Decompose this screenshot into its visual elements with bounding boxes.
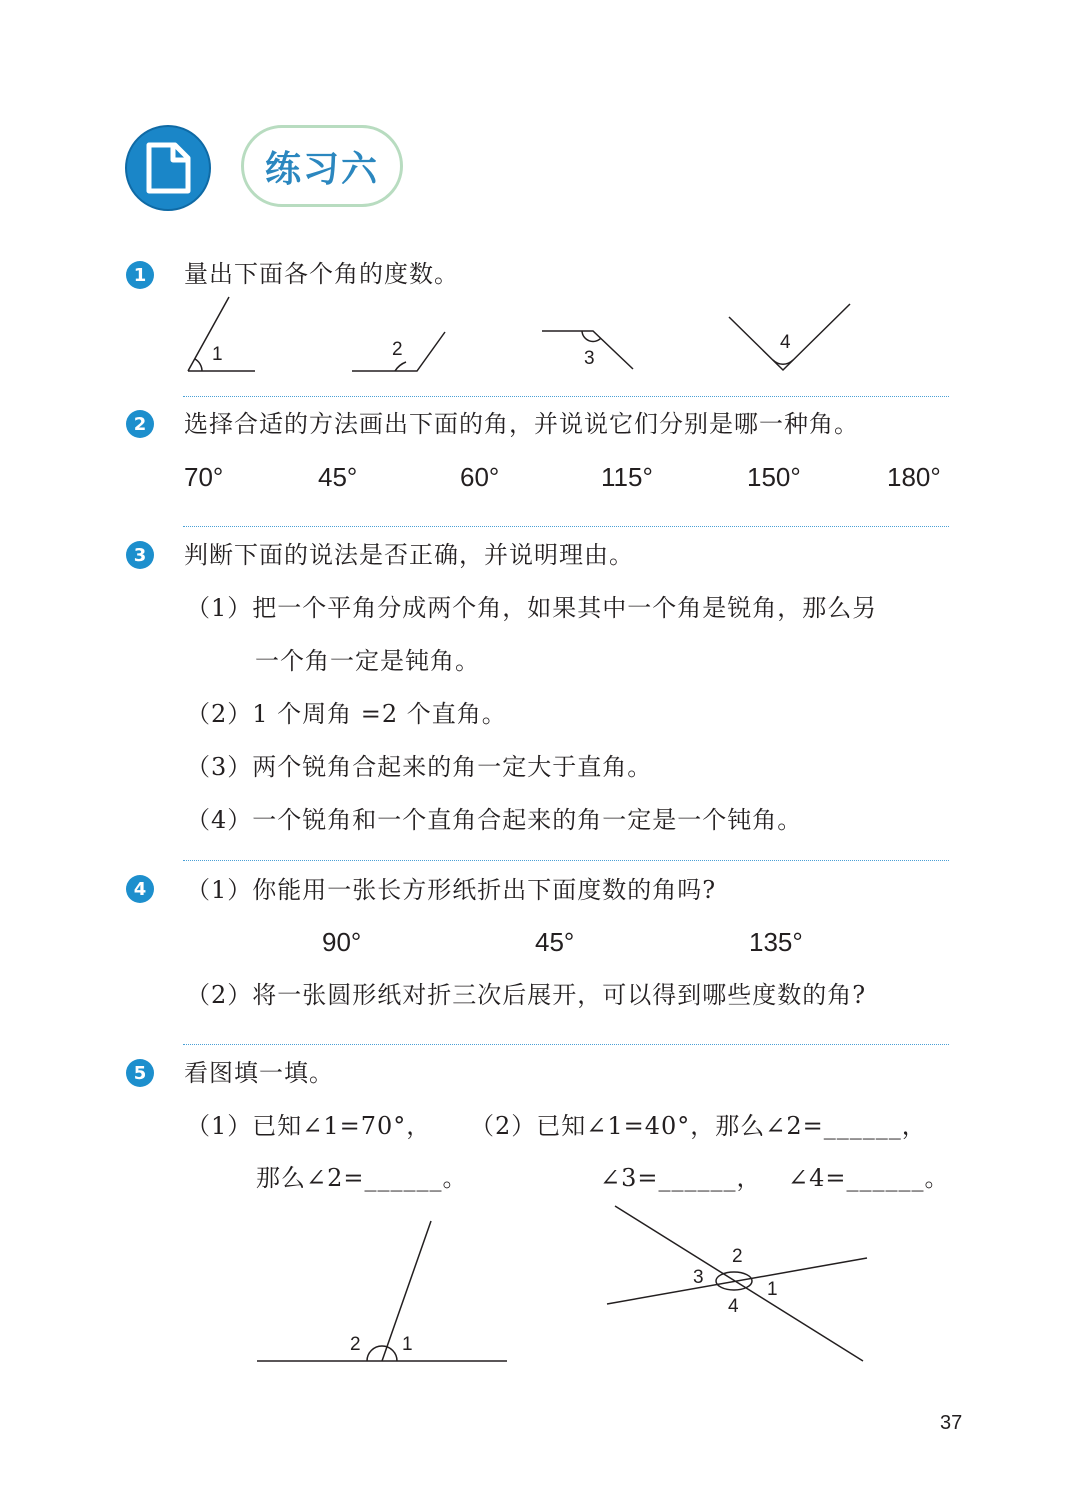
divider bbox=[183, 396, 949, 397]
statement-1-cont: 一个角一定是钝角。 bbox=[255, 647, 480, 675]
figure-2-label-1: 1 bbox=[767, 1279, 778, 1300]
question-1-text: 量出下面各个角的度数。 bbox=[184, 260, 459, 288]
statement-4: （4）一个锐角和一个直角合起来的角一定是一个钝角。 bbox=[186, 806, 803, 834]
question-1-angles bbox=[180, 290, 870, 380]
degree-135: 135° bbox=[749, 927, 803, 957]
figure-intersecting-lines bbox=[600, 1200, 875, 1370]
statement-2: （2）1 个周角 =2 个直角。 bbox=[186, 700, 507, 728]
angle-label-3: 3 bbox=[584, 348, 595, 369]
figure-2-label-4: 4 bbox=[728, 1296, 739, 1317]
figure-2-label-2: 2 bbox=[732, 1246, 743, 1267]
part-2-blank-4: ∠4=______。 bbox=[788, 1164, 950, 1192]
figure-2-label-3: 3 bbox=[693, 1267, 704, 1288]
document-icon bbox=[125, 125, 211, 211]
question-number-1: 1 bbox=[126, 261, 154, 289]
title-badge bbox=[241, 125, 403, 207]
question-number-5: 5 bbox=[126, 1059, 154, 1087]
question-4-part-2: （2）将一张圆形纸对折三次后展开，可以得到哪些度数的角? bbox=[186, 981, 867, 1009]
degree-150: 150° bbox=[747, 462, 801, 492]
part-1-given: （1）已知∠1=70°， bbox=[186, 1112, 432, 1140]
part-1-blank: 那么∠2=______。 bbox=[256, 1164, 468, 1192]
figure-1-label-2: 2 bbox=[350, 1334, 361, 1355]
degree-115: 115° bbox=[601, 462, 653, 492]
page-title: 练习六 bbox=[264, 147, 379, 190]
angle-label-2: 2 bbox=[392, 339, 403, 360]
question-number-2: 2 bbox=[126, 410, 154, 438]
question-number-3: 3 bbox=[126, 541, 154, 569]
page-number: 37 bbox=[940, 1412, 963, 1434]
question-5-text: 看图填一填。 bbox=[184, 1059, 334, 1087]
degree-70: 70° bbox=[184, 462, 224, 492]
angle-label-4: 4 bbox=[780, 332, 791, 353]
degree-60: 60° bbox=[460, 462, 500, 492]
degree-45: 45° bbox=[535, 927, 575, 957]
angle-label-1: 1 bbox=[212, 344, 223, 365]
statement-3: （3）两个锐角合起来的角一定大于直角。 bbox=[186, 753, 653, 781]
divider bbox=[183, 1044, 949, 1045]
degree-90: 90° bbox=[322, 927, 362, 957]
question-number-4: 4 bbox=[126, 875, 154, 903]
question-2-text: 选择合适的方法画出下面的角，并说说它们分别是哪一种角。 bbox=[184, 410, 859, 438]
question-3-text: 判断下面的说法是否正确，并说明理由。 bbox=[184, 541, 634, 569]
figure-1-label-1: 1 bbox=[402, 1334, 413, 1355]
divider bbox=[183, 526, 949, 527]
question-4-part-1: （1）你能用一张长方形纸折出下面度数的角吗? bbox=[186, 876, 717, 904]
divider bbox=[183, 860, 949, 861]
degree-180: 180° bbox=[887, 462, 941, 492]
part-2-blank-3: ∠3=______， bbox=[600, 1164, 762, 1192]
degree-45: 45° bbox=[318, 462, 358, 492]
part-2-given: （2）已知∠1=40°，那么∠2=______， bbox=[470, 1112, 927, 1140]
statement-1: （1）把一个平角分成两个角，如果其中一个角是锐角，那么另 bbox=[186, 594, 878, 622]
figure-straight-angle bbox=[250, 1215, 515, 1370]
